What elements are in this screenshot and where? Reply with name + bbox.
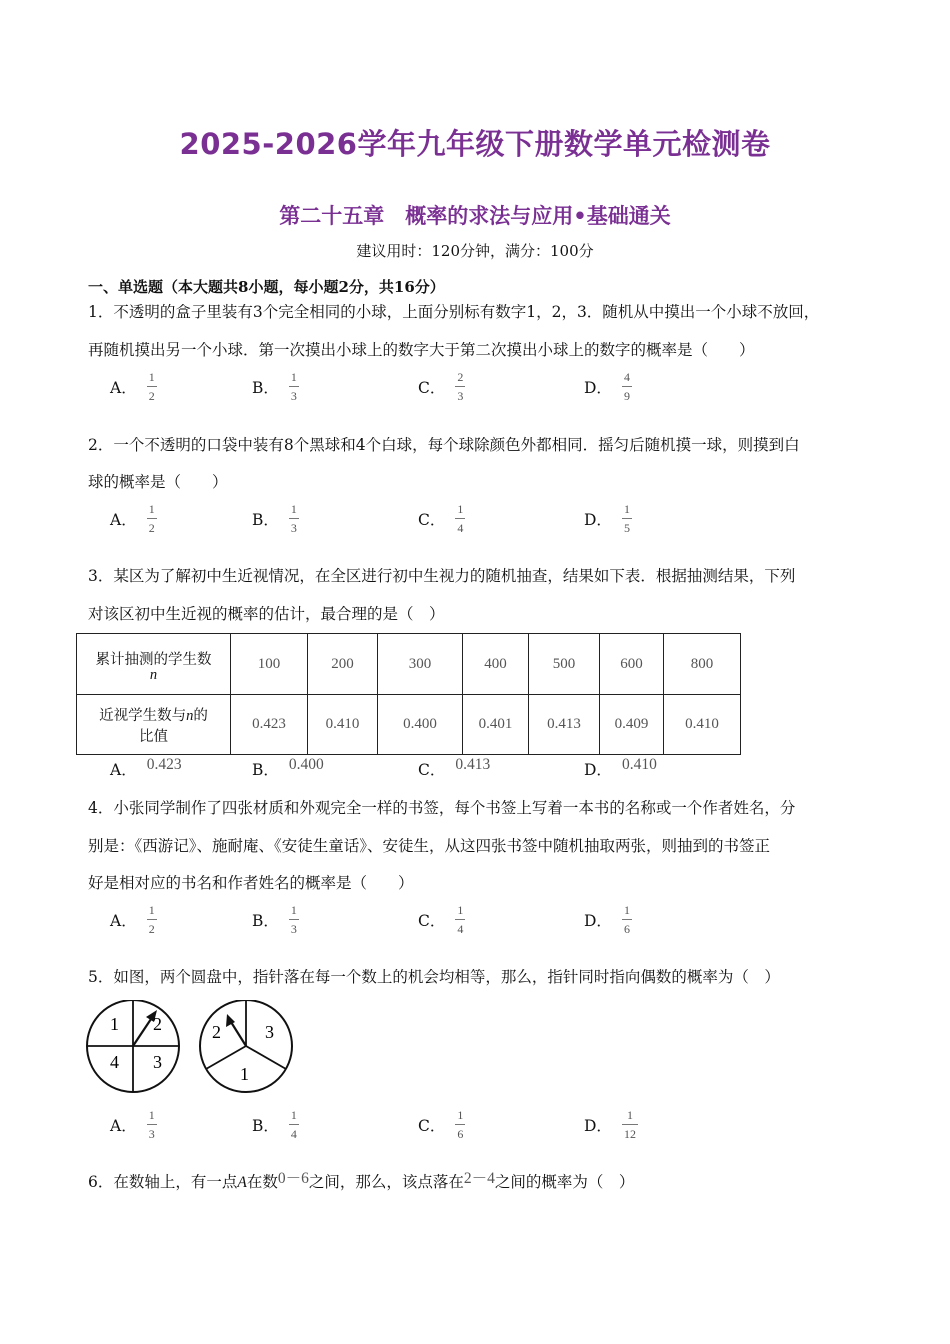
- q3-option-a[interactable]: [110, 758, 182, 780]
- disc2-number: 1: [240, 1064, 249, 1084]
- spinner-figure: [82, 1000, 302, 1094]
- table-cell: 100: [231, 634, 308, 695]
- time-info: 建议用时：120分钟，满分：100分: [356, 242, 594, 260]
- fraction: $\frac{1}{3}$: [290, 370, 297, 403]
- disc1-number: 3: [153, 1052, 162, 1072]
- option-value: 0.413: [455, 756, 491, 773]
- q4-text-line3: 好是相对应的书名和作者姓名的概率是（ ）: [88, 874, 414, 892]
- q6-text: [88, 1170, 634, 1192]
- table-cell: 0.410: [664, 695, 741, 755]
- spinner-disc-1: [87, 1000, 179, 1092]
- q4-text-line1: 4．小张同学制作了四张材质和外观完全一样的书签，每个书签上写着一本书的名称或一个作者姓名，分: [88, 799, 796, 817]
- q4-option-c[interactable]: [418, 903, 465, 936]
- option-label: A．: [110, 1116, 137, 1135]
- range-expression: 2－4: [463, 1170, 495, 1187]
- option-label: B．: [252, 510, 279, 529]
- variable-n: n: [186, 707, 194, 724]
- fraction: $\frac{1}{12}$: [623, 1108, 636, 1141]
- q2-text-line2: 球的概率是（ ）: [88, 473, 228, 491]
- disc2-number: 3: [265, 1022, 274, 1042]
- option-label: D．: [584, 510, 612, 529]
- q3-text-line2: 对该区初中生近视的概率的估计，最合理的是（ ）: [88, 605, 445, 623]
- q2-option-c[interactable]: [418, 502, 465, 535]
- option-label: A．: [110, 761, 137, 779]
- q5-option-c[interactable]: [418, 1108, 465, 1141]
- q3-option-c[interactable]: [418, 758, 490, 780]
- fraction: $\frac{1}{4}$: [290, 1108, 297, 1141]
- option-label: B．: [252, 761, 279, 779]
- q5-option-b[interactable]: [252, 1108, 299, 1141]
- q5-option-d[interactable]: [584, 1108, 638, 1141]
- fraction: $\frac{1}{2}$: [148, 903, 155, 936]
- q1-option-d[interactable]: [584, 370, 632, 403]
- spinner-disc-2: [200, 1000, 292, 1092]
- table-cell: 0.400: [378, 695, 463, 755]
- q2-text-line1: 2．一个不透明的口袋中装有8个黑球和4个白球，每个球除颜色外都相同．摇匀后随机摸一球，则摸到白: [88, 436, 800, 454]
- option-label: D．: [584, 1116, 612, 1135]
- option-label: B．: [252, 1116, 279, 1135]
- row-label: 比值: [139, 728, 168, 745]
- fraction: $\frac{1}{5}$: [623, 502, 630, 535]
- table-row: [77, 634, 741, 695]
- table-cell: 0.410: [308, 695, 378, 755]
- option-value: 0.410: [621, 756, 657, 773]
- q4-text-line2: 别是：《西游记》、施耐庵、《安徒生童话》、安徒生，从这四张书签中随机抽取两张，则抽到的书签正: [88, 837, 771, 855]
- table-cell: 0.423: [231, 695, 308, 755]
- fraction: $\frac{1}{6}$: [623, 903, 630, 936]
- row-label: 近视学生数与: [99, 707, 187, 724]
- fraction: $\frac{1}{4}$: [457, 903, 464, 936]
- section-heading: 一、单选题（本大题共8小题，每小题2分，共16分）: [88, 278, 445, 296]
- table-cell: 600: [600, 634, 664, 695]
- fraction: $\frac{1}{4}$: [457, 502, 464, 535]
- disc2-number: 2: [212, 1022, 221, 1042]
- q3-text-line1: 3．某区为了解初中生近视情况，在全区进行初中生视力的随机抽查，结果如下表．根据抽测结果，下列: [88, 567, 796, 585]
- option-label: D．: [584, 378, 612, 397]
- option-label: D．: [584, 761, 612, 779]
- q6-text-part: 在数: [246, 1173, 278, 1191]
- survey-table: [76, 633, 741, 755]
- q5-option-a[interactable]: [110, 1108, 157, 1141]
- table-cell: 800: [664, 634, 741, 695]
- fraction: $\frac{1}{6}$: [457, 1108, 464, 1141]
- table-cell: 200: [308, 634, 378, 695]
- table-cell: 400: [463, 634, 529, 695]
- spinner-pointer: [231, 1022, 246, 1046]
- q3-option-d[interactable]: [584, 758, 657, 780]
- fraction: $\frac{4}{9}$: [623, 370, 630, 403]
- table-cell: 500: [529, 634, 600, 695]
- exam-title: 2025-2026学年九年级下册数学单元检测卷: [179, 127, 771, 161]
- option-label: D．: [584, 911, 612, 930]
- option-label: B．: [252, 911, 279, 930]
- option-label: B．: [252, 378, 279, 397]
- point-variable: A: [237, 1174, 247, 1191]
- fraction: $\frac{1}{3}$: [290, 502, 297, 535]
- q6-text-part: 6．在数轴上，有一点: [88, 1173, 238, 1191]
- disc1-number: 1: [110, 1014, 119, 1034]
- row-header: [77, 634, 231, 695]
- q2-option-d[interactable]: [584, 502, 632, 535]
- table-cell: 0.413: [529, 695, 600, 755]
- option-label: A．: [110, 911, 137, 930]
- fraction: $\frac{1}{2}$: [148, 370, 155, 403]
- row-label: 的: [193, 707, 208, 724]
- q1-option-b[interactable]: [252, 370, 299, 403]
- option-label: C．: [418, 1116, 446, 1135]
- q2-option-a[interactable]: [110, 502, 157, 535]
- fraction: $\frac{1}{3}$: [148, 1108, 155, 1141]
- fraction: $\frac{2}{3}$: [457, 370, 464, 403]
- option-label: A．: [110, 378, 137, 397]
- chapter-subtitle: 第二十五章 概率的求法与应用•基础通关: [279, 204, 671, 228]
- q1-text-line1: 1．不透明的盒子里装有3个完全相同的小球，上面分别标有数字1，2，3．随机从中摸出一个小球不放回，: [88, 303, 820, 321]
- q1-option-c[interactable]: [418, 370, 465, 403]
- row-label: 累计抽测的学生数: [95, 651, 212, 668]
- table-cell: 0.409: [600, 695, 664, 755]
- table-cell: 0.401: [463, 695, 529, 755]
- option-label: C．: [418, 911, 446, 930]
- table-row: [77, 695, 741, 755]
- q3-option-b[interactable]: [252, 758, 324, 780]
- q4-option-b[interactable]: [252, 903, 299, 936]
- q6-text-part: 之间的概率为（ ）: [494, 1173, 635, 1191]
- fraction: $\frac{1}{2}$: [148, 502, 155, 535]
- option-value: 0.400: [288, 756, 324, 773]
- disc1-number: 2: [153, 1014, 162, 1034]
- q2-option-b[interactable]: [252, 502, 299, 535]
- q1-text-line2: 再随机摸出另一个小球．第一次摸出小球上的数字大于第二次摸出小球上的数字的概率是（ ）: [88, 341, 755, 359]
- table-cell: 300: [378, 634, 463, 695]
- variable-n: n: [149, 666, 158, 683]
- fraction: $\frac{1}{3}$: [290, 903, 297, 936]
- option-label: A．: [110, 510, 137, 529]
- q6-text-part: 之间，那么，该点落在: [308, 1173, 464, 1191]
- spinner-pointer: [133, 1016, 153, 1046]
- option-label: C．: [418, 510, 446, 529]
- option-label: C．: [418, 378, 446, 397]
- range-expression: 0－6: [277, 1170, 309, 1187]
- disc1-number: 4: [110, 1052, 119, 1072]
- q4-option-d[interactable]: [584, 903, 632, 936]
- row-header: [77, 695, 231, 755]
- q4-option-a[interactable]: [110, 903, 157, 936]
- q1-option-a[interactable]: [110, 370, 157, 403]
- q5-text-line1: 5．如图，两个圆盘中，指针落在每一个数上的机会均相等，那么，指针同时指向偶数的概率为（ ）: [88, 968, 780, 986]
- option-label: C．: [418, 761, 446, 779]
- option-value: 0.423: [146, 756, 182, 773]
